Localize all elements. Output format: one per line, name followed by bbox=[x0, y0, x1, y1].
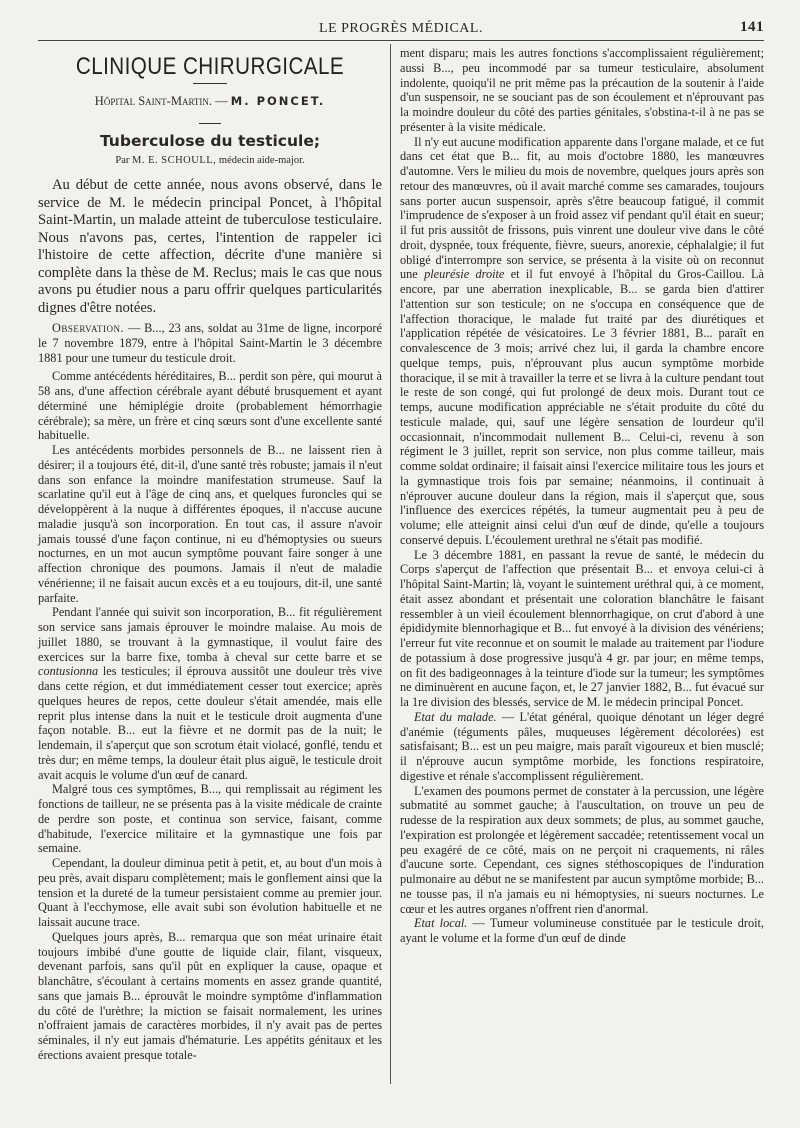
left-column bbox=[38, 46, 382, 1063]
annee-text-1: Pendant l'année qui suivit son incorporation, B... fit régulièrement son service sans jamais éprouver le moindre malaise. Au mois de juillet 1880, se trouvant à la gymnastique, il voulut faire des exercices sur la barre fixe, tomba à cheval sur cette barre et se bbox=[38, 605, 382, 664]
journal-title: LE PROGRÈS MÉDICAL. bbox=[319, 21, 483, 36]
modification-text-2: et il fut envoyé à l'hôpital du Gros-Caillou. Là encore, par une aberration inexplicable, B... se garda bien d'attirer l'attention sur son testicule; on ne s'occupa en conséquence que de l'affection thoracique, le malade fut traité par des diurétiques et l'application répétée de vésicatoires. Le 3 février 1881, B... paraît en convalescence de 3 mois; arrivé chez lui, il garda la chambre encore quelque temps, puis, n'éprouvant plus aucun symptôme morbide thoracique, il se mit à travailler la terre et se livra à la culture pendant tout le reste de son congé, qui fut prolongé de deux mois. Durant tout ce temps, aucune modification appréciable ne s'était produite du côté du testicule malade, qui, sauf une légère sensation de lourdeur qu'il occasionnait, n'incommodait nullement B... Celui-ci, revenu à son régiment le 3 juillet, reprit son service, non plus comme tailleur, mais comme soldat ordinaire; il faisait ainsi l'exercice militaire tous les jours et la gymnastique trois fois par semaine; néanmoins, il continuait à n'éprouver aucune douleur dans la région, mais il s'aperçut que, sous l'influence des exercices répétés, la tumeur augmentait peu à peu de volume; elle atteignit ainsi celui d'un œuf de dinde, qu'elle a toujours conservé depuis. L'écoulement urethral ne s'était pas modifié. bbox=[400, 267, 764, 547]
annee-italic: contusionna bbox=[38, 664, 99, 679]
column-divider bbox=[390, 44, 391, 1084]
title-rule bbox=[199, 123, 221, 124]
paragraph-antecedents-hereditaires: Comme antécédents héréditaires, B... perdit son père, qui mourut à 58 ans, d'une affection cérébrale ayant débuté brusquement et ayant déterminé une hémiplégie droite (probablement hémorrhagie cérébrale); sa mère, un frère et cinq sœurs sont d'une excellente santé habituelle. bbox=[38, 369, 382, 443]
paragraph-modification bbox=[400, 135, 764, 548]
page-number: 141 bbox=[740, 19, 764, 35]
hospital-name: Hôpital Saint-Martin. bbox=[94, 93, 213, 108]
local-text: — Tumeur volumineuse constituée par le testicule droit, ayant le volume et la forme d'un œuf de dinde bbox=[400, 916, 764, 945]
local-label: Etat local. bbox=[414, 916, 468, 931]
author-role: médecin aide-major. bbox=[216, 155, 305, 167]
author-name: M. E. SCHOULL, bbox=[131, 155, 217, 167]
intro-block bbox=[38, 177, 382, 317]
paragraph-quelques-jours: Quelques jours après, B... remarqua que son méat urinaire était toujours imbibé d'une goutte de liquide clair, filant, visqueux, devenant parfois, sans qu'il pût en expliquer la cause, opaque et blanchâtre, s'écoulant à certains moments en assez grande quantité, sans que jamais B... éprouvât le moindre symptôme d'inflammation du côté de l'urèthre; la miction se faisait normalement, les urines n'offraient jamais de caractères morbides, il n'y avait pas de pertes séminales, il n'y eut jamais d'hématurie. Les appétits génitaux et les érections avaient presque totale- bbox=[38, 929, 382, 1062]
annee-text-2: les testicules; il éprouva aussitôt une douleur très vive dans cette région, et dut immédiatement cesser tout exercice; après quelques heures de repos, cette douleur s'était amendée, mais elle reprit plus intense dans la nuit et le testicule droit augmenta d'une façon notable. B... eut la fièvre et ne dormit pas de la nuit; le lendemain, il s'aperçut que son scrotum était violacé, gonflé, tendu et très dur; en même temps, la douleur était plus aiguë, le testicule droit avait acquis le volume d'un œuf de canard. bbox=[38, 664, 382, 782]
paragraph-etat-local bbox=[400, 916, 764, 946]
observation-label: Observation. bbox=[52, 321, 125, 335]
heading-rule bbox=[193, 83, 227, 84]
section-heading: CLINIQUE CHIRURGICALE bbox=[75, 53, 345, 80]
modification-italic: pleurésie droite bbox=[424, 267, 505, 282]
hospital-dash: — bbox=[212, 93, 231, 108]
etat-label: Etat du malade. bbox=[414, 709, 497, 724]
running-head bbox=[38, 18, 764, 41]
observation-text: — B..., 23 ans, soldat au 31me de ligne, incorporé le 7 novembre 1879, entre à l'hôpital Saint-Martin le 3 décembre 1881 pour une tumeur du testicule droit. bbox=[38, 321, 382, 365]
right-column bbox=[400, 46, 764, 946]
paragraph-antecedents-morbides: Les antécédents morbides personnels de B... ne laissent rien à désirer; il a toujours été, dit-il, d'une santé très robuste; jamais il n'eut dans son enfance la moindre manifestation strumeuse. Sauf la scarlatine qu'il eut à l'âge de cinq ans, et quelques furoncles qui se développèrent à la nuque à différentes époques, il n'accuse aucune maladie jusqu'à son incorporation. En tout cas, il assure n'avoir jamais toussé d'une façon continue, ni eu d'hémoptysies ou sueurs nocturnes, en un mot aucun symptôme pouvant faire songer à une affection chronique des poumons. Jamais il n'eut de maladie vénérienne; il ne faisait aucun excès et a eu toujours, dit-il, une santé parfaite. bbox=[38, 443, 382, 605]
byline bbox=[38, 154, 382, 169]
paragraph-malgre: Malgré tous ces symptômes, B..., qui remplissait au régiment les fonctions de tailleur, ne se présenta pas à la visite médicale de crainte de perdre son poste, et continua son service, faisant, comme d'habitude, l'exercice militaire et la gymnastique une fois par semaine. bbox=[38, 782, 382, 856]
article-title: Tuberculose du testicule; bbox=[99, 131, 321, 150]
paragraph-cependant: Cependant, la douleur diminua petit à petit, et, au bout d'un mois à peu près, avait disparu complètement; mais le gonflement ainsi que la tension et la dureté de la tumeur persistaient comme au premier jour. Quant à l'ecchymose, elle avait subi son évolution habituelle et ne laissait aucune trace. bbox=[38, 856, 382, 929]
modification-text-1: Il n'y eut aucune modification apparente dans l'organe malade, et ce fut dans cet état que B... fit, au mois d'octobre 1880, les manœuvres d'automne. Vers le milieu du mois de novembre, quelques jours après son retour des manœuvres, où il avait marché comme ses camarades, toujours sans porter aucun suspensoir, après s'être beaucoup fatigué, il commit l'imprudence de s'exposer à un froid assez vif pendant qu'il était en sueur; il fut pris aussitôt de frissons, puis vinrent une douleur vive dans le côté droit, dyspnée, toux fréquente, fièvre, sueurs, anorexie, céphalalgie; il fut obligé d'interrompre son service, se présenta à la visite où on reconnut une bbox=[400, 134, 764, 282]
intro-paragraph: Au début de cette année, nous avons observé, dans le service de M. le médecin principal Poncet, à l'hôpital Saint-Martin, un malade atteint de tuberculose testiculaire. Nous n'avons pas, certes, l'intention de rappeler ici l'histoire de cette affection, décrite d'une manière si complète dans la thèse de M. Reclus; mais le cas que nous avons pu étudier nous a paru offrir quelques particularités dignes d'être notées. bbox=[38, 177, 382, 316]
paragraph-etat-malade bbox=[400, 710, 764, 784]
etat-text: — L'état général, quoique dénotant un léger degré d'anémie (téguments pâles, muqueuses légèrement décolorées) est satisfaisant; B... est un peu maigre, mais paraît vigoureux et bien musclé; il n'éprouve aucun symptôme morbide, les fonctions respiratoire, digestive et rénale s'accomplissent régulièrement. bbox=[400, 709, 764, 783]
paragraph-annee-incorporation bbox=[38, 605, 382, 782]
paragraph-3-decembre: Le 3 décembre 1881, en passant la revue de santé, le médecin du Corps s'aperçut de l'affection que présentait B... et envoya celui-ci à l'hôpital Saint-Martin; là, voyant le suintement uréthral qui, à ce moment, était assez abondant et présentait une coloration blanchâtre le faisant ressembler à un vieil écoulement blennorrhagique, on crut d'abord à une épididymite blennorhagique et B... fut envoyé à la division des vénériens; l'erreur fut vite reconnue et on soumit le malade au traitement par l'iodure de potassium à dose progressive jusqu'à 4 gr. par jour; en même temps, on fit des badigeonnages à la teinture d'iode sur la tumeur; les symptômes ne diminuèrent en aucune façon, et, le 27 janvier 1882, B... fut évacué sur la 1re division des blessés, service de M. le médecin principal Poncet. bbox=[400, 547, 764, 709]
byline-par: Par bbox=[115, 155, 132, 167]
paragraph-continuation: ment disparu; mais les autres fonctions s'accomplissaient régulièrement; aussi B..., peu incommodé par sa tumeur testiculaire, absolument indolente, quoiqu'il ne prit même pas la précaution de la soutenir à l'aide d'un suspensoir, ne se souciant pas de son écoulement et n'éprouvant pas la moindre douleur du côté des parties génitales, s'obstina-t-il à ne pas se présenter à la visite médicale. bbox=[400, 46, 764, 134]
hospital-line bbox=[38, 94, 382, 109]
observation-paragraph bbox=[38, 321, 382, 365]
paragraph-examen-poumons: L'examen des poumons permet de constater à la percussion, une légère submatité au sommet gauche; à l'auscultation, on trouve un peu de rudesse de la respiration aux deux sommets; de plus, au sommet gauche, l'expiration est prolongée et légèrement saccadée; retentissement vocal un peu exagéré de ce côté, mais on ne perçoit ni craquements, ni râles d'aucune sorte. Cependant, ces signes stéthoscopiques de l'induration pulmonaire au début ne se manifestent par aucun symptôme morbide; B... ne tousse pas, il n'a jamais eu ni hémoptysies, ni sueurs nocturnes. Le cœur et les autres organes n'offrent rien d'anormal. bbox=[400, 783, 764, 916]
surgeon-name: M. PONCET. bbox=[230, 93, 326, 108]
